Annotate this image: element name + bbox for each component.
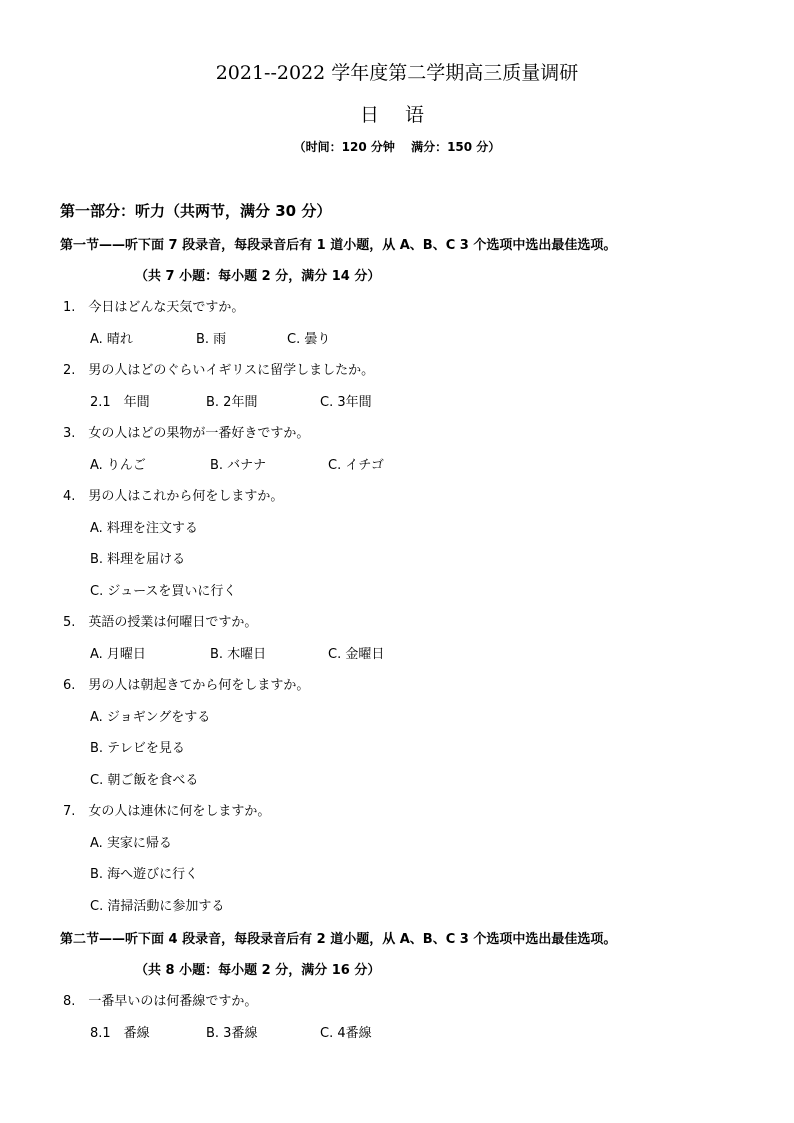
question-8: 8. 一番早いのは何番線ですか。 (63, 994, 258, 1009)
part1-heading: 第一部分：听力（共两节，满分 30 分） (60, 202, 332, 220)
option-1a: A. 晴れ (90, 332, 133, 347)
question-7: 7. 女の人は連休に何をしますか。 (63, 804, 271, 819)
option-7c: C. 清掃活動に参加する (90, 899, 225, 914)
section1-note: （共 7 小题：每小题 2 分，满分 14 分） (135, 269, 381, 284)
question-2: 2. 男の人はどのぐらいイギリスに留学しましたか。 (63, 363, 375, 378)
option-1b: B. 雨 (196, 332, 227, 347)
exam-meta: （时间：120 分钟 满分：150 分） (293, 140, 501, 154)
question-6: 6. 男の人は朝起きてから何をしますか。 (63, 678, 310, 693)
option-6c: C. 朝ご飯を食べる (90, 773, 199, 788)
option-8a: 8.1 番線 (90, 1026, 150, 1041)
section1-heading: 第一节——听下面 7 段录音，每段录音后有 1 道小题，从 A、B、C 3 个选项中选出最佳选项。 (60, 238, 617, 253)
section2-note: （共 8 小题：每小题 2 分，满分 16 分） (135, 963, 381, 978)
option-3a: A. りんご (90, 458, 146, 473)
question-3: 3. 女の人はどの果物が一番好きですか。 (63, 426, 310, 441)
question-1: 1. 今日はどんな天気ですか。 (63, 300, 245, 315)
option-6b: B. テレビを見る (90, 741, 185, 756)
option-5c: C. 金曜日 (328, 647, 385, 662)
option-7b: B. 海へ遊びに行く (90, 867, 199, 882)
option-2c: C. 3年間 (320, 395, 372, 410)
option-2b: B. 2年間 (206, 395, 258, 410)
option-6a: A. ジョギングをする (90, 710, 211, 725)
section2-heading: 第二节——听下面 4 段录音，每段录音后有 2 道小题，从 A、B、C 3 个选项中选出最佳选项。 (60, 932, 617, 947)
option-4c: C. ジュースを買いに行く (90, 584, 237, 599)
question-4: 4. 男の人はこれから何をしますか。 (63, 489, 284, 504)
option-3c: C. イチゴ (328, 458, 384, 473)
option-8b: B. 3番線 (206, 1026, 258, 1041)
question-5: 5. 英語の授業は何曜日ですか。 (63, 615, 258, 630)
option-1c: C. 曇り (287, 332, 331, 347)
exam-title: 2021--2022 学年度第二学期高三质量调研 (215, 62, 579, 84)
option-3b: B. バナナ (210, 458, 267, 473)
option-7a: A. 実家に帰る (90, 836, 172, 851)
option-4a: A. 料理を注文する (90, 521, 198, 536)
option-5b: B. 木曜日 (210, 647, 267, 662)
option-4b: B. 料理を届ける (90, 552, 186, 567)
option-5a: A. 月曜日 (90, 647, 146, 662)
subject-title: 日 语 (359, 104, 435, 126)
option-2a: 2.1 年間 (90, 395, 150, 410)
option-8c: C. 4番線 (320, 1026, 372, 1041)
